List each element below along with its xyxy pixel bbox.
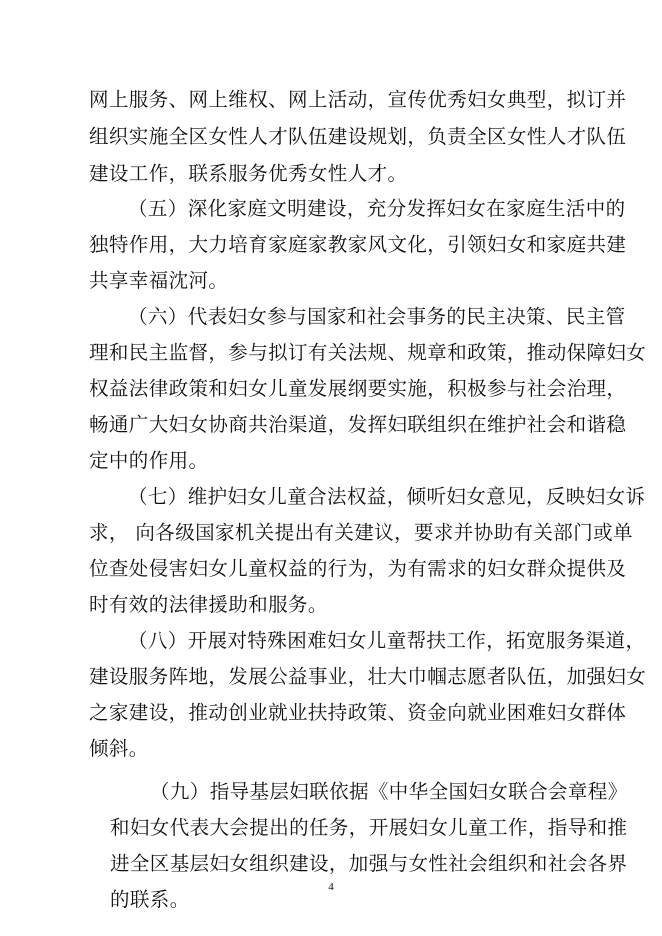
text-line: 求， 向各级国家机关提出有关建议，要求并协助有关部门或单 (89, 521, 633, 544)
text-line: 权益法律政策和妇女儿童发展纲要实施，积极参与社会治理， (89, 377, 627, 400)
text-line: 和妇女代表大会提出的任务，开展妇女儿童工作，指导和推 (110, 816, 628, 839)
text-line: 倾斜。 (89, 737, 149, 760)
text-line: 之家建设，推动创业就业扶持政策、资金向就业困难妇女群体 (89, 701, 627, 724)
text-line: 定中的作用。 (89, 449, 209, 472)
text-line: 理和民主监督，参与拟订有关法规、规章和政策，推动保障妇女 (89, 341, 647, 364)
text-line: 进全区基层妇女组织建设，加强与女性社会组织和社会各界 (110, 852, 628, 875)
text-line: 时有效的法律援助和服务。 (89, 593, 328, 616)
text-line: 建设工作，联系服务优秀女性人才。 (89, 162, 408, 185)
text-line: （八）开展对特殊困难妇女儿童帮扶工作，拓宽服务渠道， (128, 629, 646, 652)
text-line: 网上服务、网上维权、网上活动，宣传优秀妇女典型，拟订并 (89, 88, 627, 111)
text-line: 组织实施全区女性人才队伍建设规划，负责全区女性人才队伍 (89, 125, 627, 148)
text-line: （七）维护妇女儿童合法权益，倾听妇女意见，反映妇女诉 (128, 485, 646, 508)
text-line: 位查处侵害妇女儿童权益的行为，为有需求的妇女群众提供及 (89, 557, 627, 580)
text-line: 共享幸福沈河。 (89, 269, 229, 292)
text-line: 畅通广大妇女协商共治渠道，发挥妇联组织在维护社会和谐稳 (89, 413, 627, 436)
text-line: （六）代表妇女参与国家和社会事务的民主决策、民主管 (128, 305, 626, 328)
text-line: （五）深化家庭文明建设，充分发挥妇女在家庭生活中的 (128, 197, 626, 220)
text-line: 独特作用，大力培育家庭家教家风文化，引领妇女和家庭共建 (89, 233, 627, 256)
text-line: 建设服务阵地，发展公益事业，壮大巾帼志愿者队伍，加强妇女 (89, 665, 647, 688)
page-number: 4 (328, 881, 334, 893)
text-line: （九）指导基层妇联依据《中华全国妇女联合会章程》 (150, 780, 628, 803)
text-line: 的联系。 (110, 888, 190, 911)
